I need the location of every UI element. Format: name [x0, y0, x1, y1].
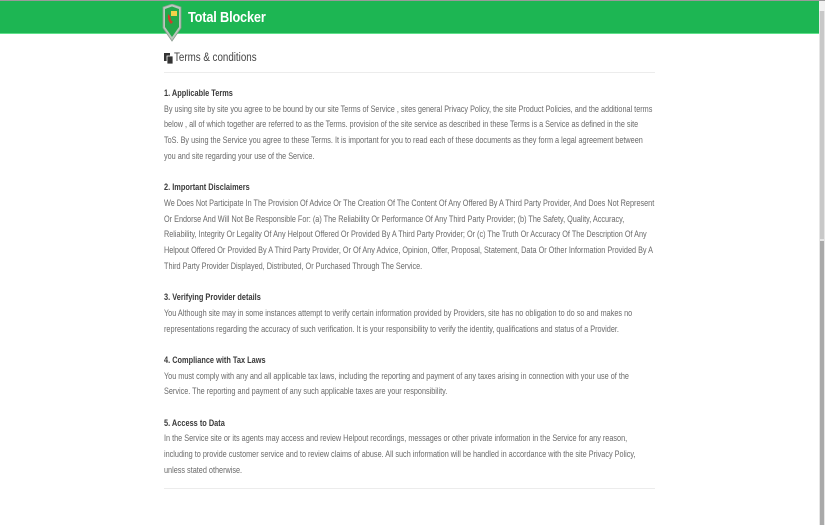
scroll-track[interactable]	[820, 11, 824, 239]
terms-content	[164, 86, 654, 494]
documents-icon	[164, 53, 173, 64]
scroll-up-arrow-icon[interactable]	[819, 1, 825, 11]
brand-name: Total Blocker	[188, 9, 266, 26]
section-heading: 4. Compliance with Tax Laws	[164, 354, 266, 365]
header-bar	[0, 1, 819, 34]
scroll-thumb[interactable]	[820, 241, 824, 525]
terms-section	[164, 416, 654, 479]
scrollbar[interactable]	[819, 1, 825, 525]
section-heading: 3. Verifying Provider details	[164, 292, 261, 303]
section-heading: 2. Important Disclaimers	[164, 182, 250, 193]
terms-section	[164, 180, 654, 274]
section-heading: 1. Applicable Terms	[164, 88, 233, 98]
page-title-bar	[164, 51, 655, 73]
shield-phone-icon[interactable]	[162, 4, 182, 42]
section-body: By using site by site you agree to be bound by our site Terms of Service , sites general Privacy Policy, the site Product Policies, and the additional terms below , all of which together are referred to as the Terms. provision of the site service as described in these Terms is a Service as defined in the site ToS. By using the Service you agree to these Terms. It is important for you to read each of these documents as they form a legal agreement between you and site regarding your use of the Service.	[164, 103, 653, 161]
section-body: We Does Not Participate In The Provision Of Advice Or The Creation Of The Content Of Any Offered By A Third Party Provider, And Does Not Represent Or Endorse And Will Not Be Responsible For: (a) The Reliability Or Performance Of Any Third Party Provider; (b) The Safety, Quality, Accuracy, Reliability, Integrity Or Legality Of Any Helpout Offered Or Provided By A Third Party Provider; Or (c) The Truth Or Accuracy Of The Description Of Any Helpout Offered Or Provided By A Third Party Provider, Or Of Any Advice, Opinion, Offer, Proposal, Statement, Data Or Other Information Provided By A Third Party Provider Displayed, Distributed, Or Purchased Through The Service.	[164, 197, 655, 271]
section-heading: 5. Access to Data	[164, 417, 225, 428]
terms-section	[164, 353, 654, 400]
terms-section	[164, 290, 654, 337]
section-body: In the Service site or its agents may access and review Helpout recordings, messages or other private information in the Service for any reason, including to provide customer service and to review claims of abuse. All such information will be handled in accordance with the site Privacy Policy, unless stated otherwise.	[164, 433, 636, 475]
terms-section	[164, 86, 654, 165]
section-body: You Although site may in some instances attempt to verify certain information provided by Providers, site has no obligation to do so and makes no representations regarding the accuracy of such verification. It is your responsibility to verify the identity, qualifications and status of a Provider.	[164, 307, 633, 334]
divider	[164, 488, 655, 489]
section-body: You must comply with any and all applicable tax laws, including the reporting and payment of any taxes arising in connection with your use of the Service. The reporting and payment of any such applicable taxes are your responsibility.	[164, 370, 629, 397]
page-title: Terms & conditions	[174, 52, 257, 64]
